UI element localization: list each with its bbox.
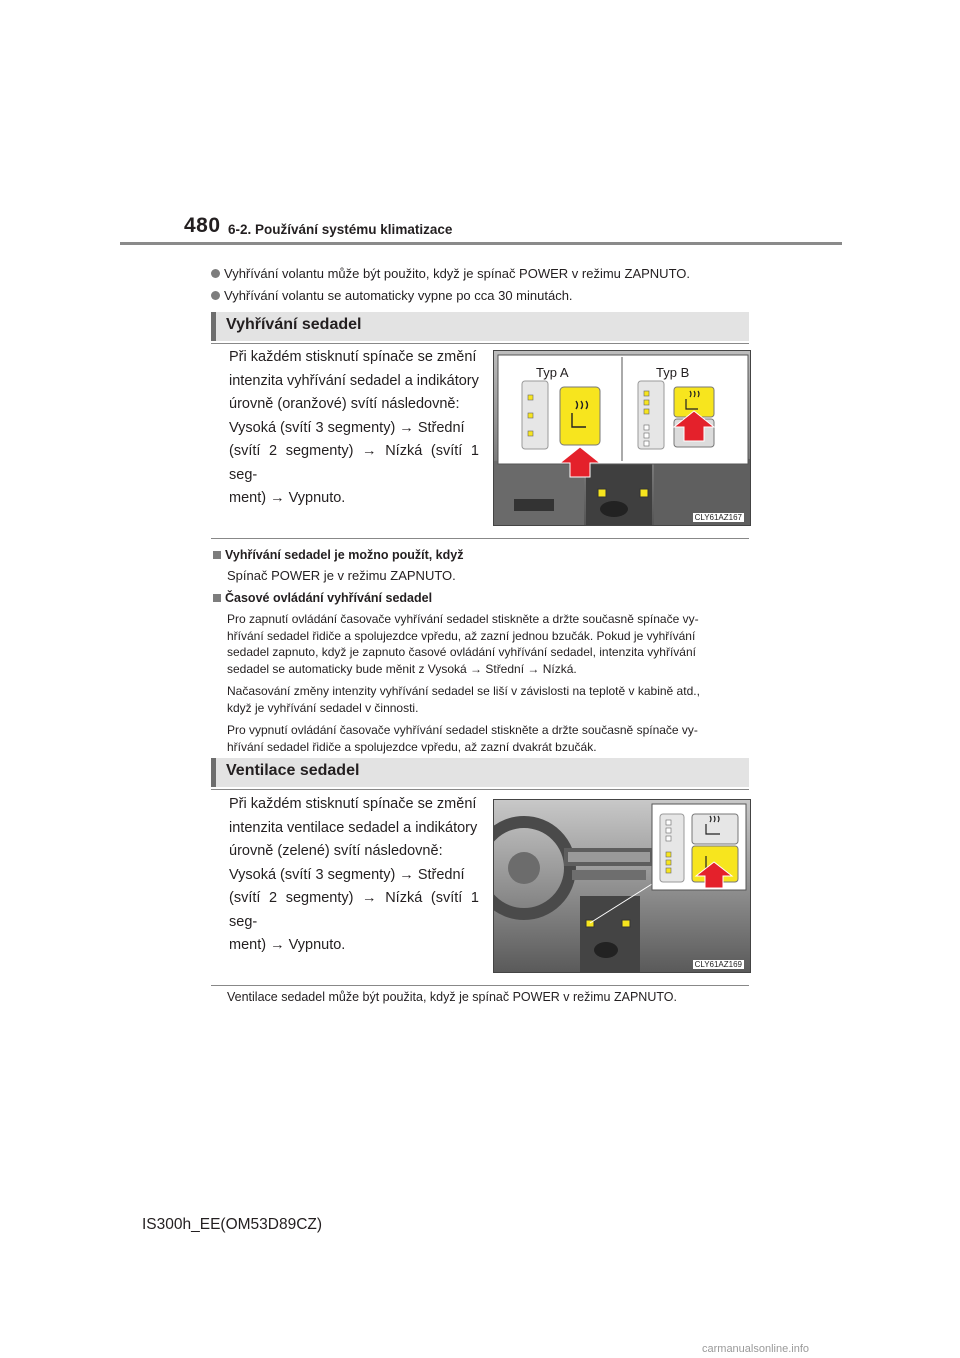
bullet-icon: [211, 269, 220, 278]
square-bullet-icon: [213, 551, 221, 559]
steering-note-2: Vyhřívání volantu se automaticky vypne po cca 30 minutách.: [211, 288, 573, 303]
bullet-icon: [211, 291, 220, 300]
label-type-a: Typ A: [536, 365, 569, 380]
watermark[interactable]: carmanualsonline.info: [702, 1343, 810, 1355]
chapter-title: 6-2. Používání systému klimatizace: [228, 222, 453, 237]
seat-ventilation-drawing: [494, 800, 750, 972]
illustration-code: CLY61AZ167: [694, 513, 742, 522]
section-rule: [211, 789, 749, 790]
note-text-availability: Spínač POWER je v režimu ZAPNUTO.: [227, 568, 456, 583]
seat-ventilation-paragraph: Při každém stisknutí spínače se změní intenzita ventilace sedadel a indikátory úrovně (zelené) svítí následovně: Vysoká (svítí 3 segmenty) → Střední (svítí 2 segmenty) → Nízká (svítí 1 seg- ment) → Vypnuto.: [229, 796, 479, 953]
section-rule: [211, 343, 749, 344]
section-title-seat-ventilation: Ventilace sedadel: [211, 758, 749, 787]
footnote-rule: [211, 985, 749, 986]
square-bullet-icon: [213, 594, 221, 602]
seat-heating-paragraph: Při každém stisknutí spínače se změní intenzita vyhřívání sedadel a indikátory úrovně (oranžové) svítí následovně: Vysoká (svítí 3 segmenty) → Střední (svítí 2 segmenty) → Nízká (svítí 1 seg- ment) → Vypnuto.: [229, 349, 479, 506]
note-text-timer: Pro zapnutí ovládání časovače vyhřívání sedadel stiskněte a držte současně spínače vy- hřívání sedadel řidiče a spolujezdce vpředu, až zazní jednou bzučák. Pokud je vyhřívání sedadel zapnuto, když je zapnuto časové ovládání vyhřívání sedadel, intenzita vyhřívání sedadel se automaticky bude měnit z Vysoká → Střední → Nízká. Načasování změny intenzity vyhřívání sedadel se liší v závislosti na teplotě v kabině atd., když je vyhřívání sedadel v činnosti. Pro vypnutí ovládání časovače vyhřívání sedadel stiskněte a držte současně spínače vy- hřívání sedadel řidiče a spolujezdce vpředu, až zazní dvakrát bzučák.: [227, 612, 700, 754]
illustration-code: CLY61AZ169: [694, 960, 742, 969]
manual-code: IS300h_EE(OM53D89CZ): [142, 1216, 323, 1233]
ventilation-footnote: Ventilace sedadel může být použita, když je spínač POWER v režimu ZAPNUTO.: [227, 990, 677, 1004]
section-title-seat-heating: Vyhřívání sedadel: [211, 312, 749, 341]
label-type-b: Typ B: [656, 365, 690, 380]
note-heading-availability: Vyhřívání sedadel je možno použít, když: [213, 548, 463, 562]
seat-ventilation-illustration: [493, 799, 751, 973]
header-rule: [120, 242, 842, 245]
seat-heater-drawing: [494, 351, 750, 525]
notes-rule: [211, 538, 749, 539]
note-heading-timer: Časové ovládání vyhřívání sedadel: [213, 591, 432, 605]
seat-heater-illustration: [493, 350, 751, 526]
page-number: 480: [184, 214, 221, 237]
page-header: [120, 214, 842, 248]
steering-note-1: Vyhřívání volantu může být použito, když je spínač POWER v režimu ZAPNUTO.: [211, 266, 690, 281]
